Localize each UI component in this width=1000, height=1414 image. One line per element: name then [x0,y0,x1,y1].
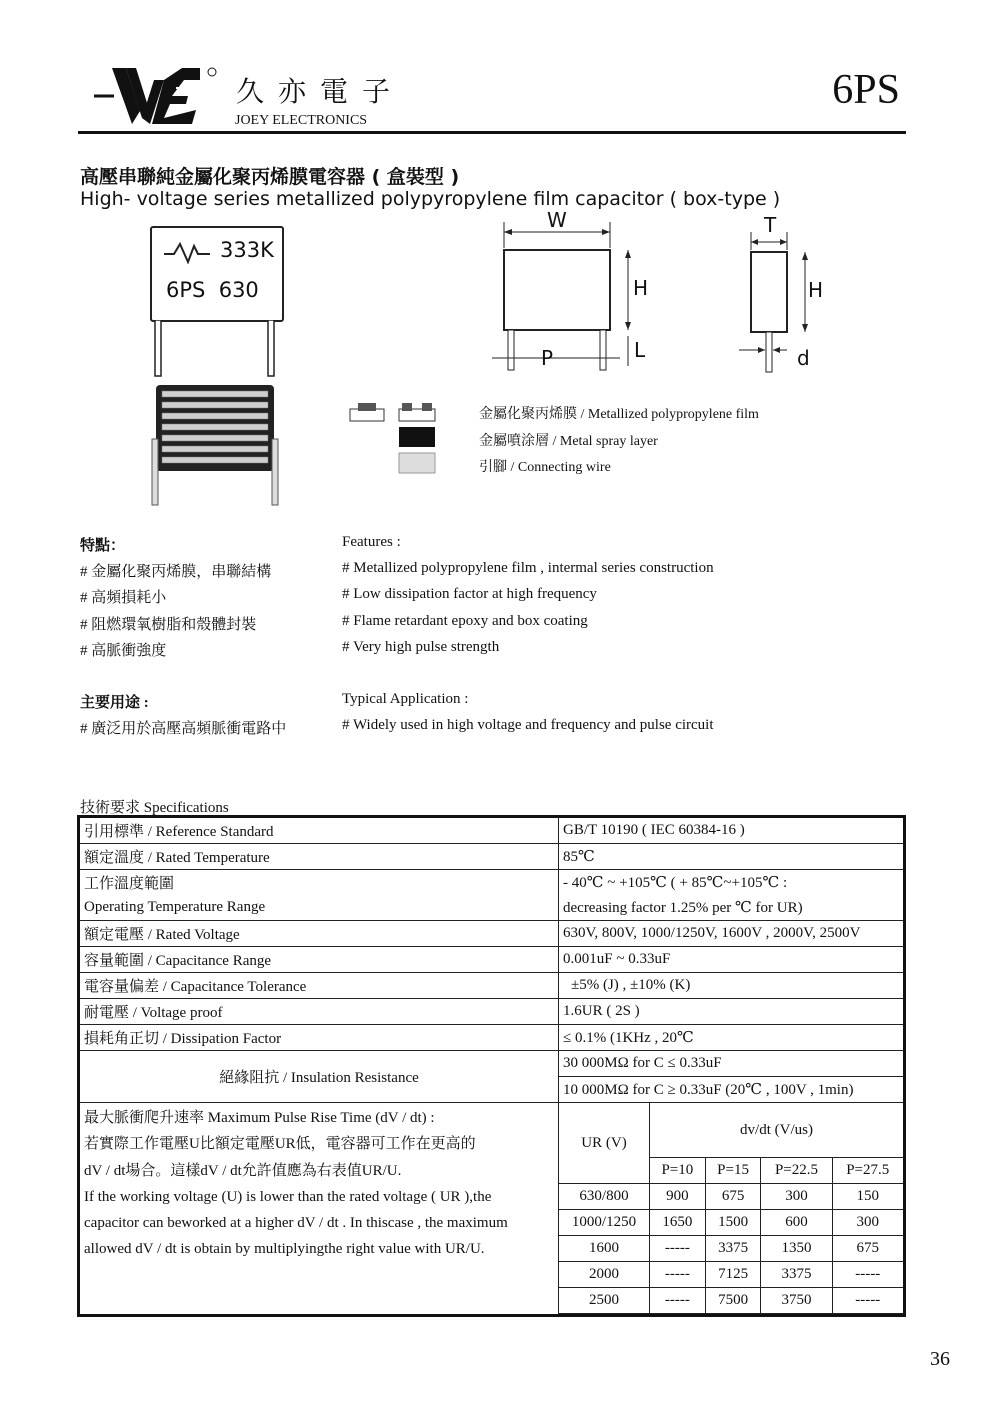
company-logo [92,66,222,131]
specs-table [77,815,906,1317]
dvdt-cell: ----- [832,1288,904,1314]
dvdt-cell: 1650 [650,1210,706,1236]
pulse-description [79,1103,559,1316]
feature-en-1: # Metallized polypropylene film , intermal series construction [342,560,714,576]
marking-leads [150,320,290,385]
spec-value: 630V, 800V, 1000/1250V, 1600V , 2000V, 2500V [559,921,905,947]
dvdt-cell: ----- [650,1288,706,1314]
feature-cn-4: # 高脈衝強度 [80,643,167,659]
insulation-value-2: 10 000MΩ for C ≥ 0.33uF (20℃ , 100V , 1min) [559,1077,905,1103]
spec-label: 引用標準 / Reference Standard [79,817,559,844]
pulse-text-line: capacitor can beworked at a higher dV / dt . In thiscase , the maximum [84,1215,508,1232]
feature-en-4: # Very high pulse strength [342,639,500,655]
table-row [79,844,905,870]
internal-structure-drawing [148,383,282,507]
dvdt-cell: 1500 [705,1210,761,1236]
table-row [79,947,905,973]
title-en: High- voltage series metallized polypyropylene film capacitor ( box-type ) [80,188,781,210]
dvdt-cell: 3750 [761,1288,832,1314]
dim-t-label: T [764,213,777,237]
page-number: 36 [930,1348,950,1370]
spec-value: 85℃ [559,844,905,870]
pulse-text-line: 最大脈衝爬升速率 Maximum Pulse Rise Time (dV / dt) : [84,1110,435,1126]
spec-label: 耐電壓 / Voltage proof [79,999,559,1025]
spec-label: Operating Temperature Range [79,895,559,921]
spec-value: GB/T 10190 ( IEC 60384-16 ) [559,817,905,844]
feature-cn-3: # 阻燃環氧樹脂和殼體封裝 [80,617,257,633]
dim-w-label: W [547,208,567,232]
ur-cell: 630/800 [559,1184,650,1210]
spec-value: ±5% (J) , ±10% (K) [559,973,905,999]
feature-cn-2: # 高頻損耗小 [80,590,167,606]
ur-cell: 1000/1250 [559,1210,650,1236]
pulse-text-line: allowed dV / dt is obtain by multiplyingthe right value with UR/U. [84,1241,485,1258]
dvdt-cell: ----- [832,1262,904,1288]
marking-line-2: 6PS 630 [166,278,259,302]
features-label-en: Features : [342,534,401,550]
spec-value: decreasing factor 1.25% per ℃ for UR) [559,895,905,921]
dim-p-label: P [541,346,554,370]
legend-spray: 金屬噴涂層 / Metal spray layer [479,434,658,449]
features-label-cn: 特點： [80,538,126,554]
spec-label: 電容量偏差 / Capacitance Tolerance [79,973,559,999]
application-label-cn: 主要用途 : [80,695,149,711]
feature-en-3: # Flame retardant epoxy and box coating [342,613,588,629]
dim-h-label: H [633,276,649,300]
dvdt-cell: 900 [650,1184,706,1210]
insulation-value-1: 30 000MΩ for C ≤ 0.33uF [559,1051,905,1077]
spec-value: 1.6UR ( 2S ) [559,999,905,1025]
specs-heading: 技術要求 Specifications [80,800,229,816]
table-row [79,870,905,896]
model-number: 6PS [832,67,900,113]
ur-header: UR (V) [559,1103,650,1184]
table-row [79,1051,905,1077]
table-row [79,973,905,999]
dvdt-cell: 675 [832,1236,904,1262]
table-row [79,999,905,1025]
capacitor-symbol-icon [164,242,210,264]
dvdt-cell: 7125 [705,1262,761,1288]
legend-film: 金屬化聚丙烯膜 / Metallized polypropylene film [479,407,759,422]
legend-wire: 引腳 / Connecting wire [479,460,611,475]
company-name-en: JOEY ELECTRONICS [235,113,368,128]
ur-cell: 1600 [559,1236,650,1262]
insulation-label: 絕緣阻抗 / Insulation Resistance [79,1051,559,1103]
table-row [79,921,905,947]
table-row [79,895,905,921]
p-header: P=22.5 [761,1158,832,1184]
dvdt-cell: ----- [650,1236,706,1262]
dvdt-header: dv/dt (V/us) [650,1103,905,1158]
capacitor-marking [150,226,284,322]
marking-line-1: 333K [220,238,274,262]
application-en: # Widely used in high voltage and frequency and pulse circuit [342,717,714,733]
spec-label: 額定電壓 / Rated Voltage [79,921,559,947]
dim-h2-label: H [808,278,824,302]
feature-en-2: # Low dissipation factor at high frequency [342,586,597,602]
dvdt-cell: 675 [705,1184,761,1210]
spec-value: 0.001uF ~ 0.33uF [559,947,905,973]
dvdt-cell: 300 [761,1184,832,1210]
spec-value: - 40℃ ~ +105℃ ( + 85℃~+105℃ : [559,870,905,896]
title-cn: 高壓串聯純金屬化聚丙烯膜電容器 ( 盒裝型 ) [80,166,460,188]
table-row [79,1025,905,1051]
application-cn: # 廣泛用於高壓高頻脈衝電路中 [80,721,287,737]
spec-label: 容量範圍 / Capacitance Range [79,947,559,973]
dvdt-cell: 1350 [761,1236,832,1262]
dvdt-cell: ----- [650,1262,706,1288]
dvdt-cell: 150 [832,1184,904,1210]
table-row [79,817,905,844]
dvdt-cell: 3375 [761,1262,832,1288]
spec-label: 工作溫度範圍 [79,870,559,896]
dvdt-cell: 300 [832,1210,904,1236]
dvdt-cell: 7500 [705,1288,761,1314]
dim-l-label: L [634,338,646,362]
application-label-en: Typical Application : [342,691,469,707]
header-divider [78,131,906,134]
pulse-text-line: dV / dt場合。這樣dV / dt允許值應為右表值UR/U. [84,1162,402,1179]
company-name-cn: 久亦電子 [236,75,405,108]
spec-value: ≤ 0.1% (1KHz , 20℃ [559,1025,905,1051]
p-header: P=15 [705,1158,761,1184]
dvdt-cell: 3375 [705,1236,761,1262]
pulse-text-line: 若實際工作電壓U比額定電壓UR低，電容器可工作在更高的 [84,1136,476,1153]
dvdt-cell: 600 [761,1210,832,1236]
legend-swatches [346,401,442,475]
feature-cn-1: # 金屬化聚丙烯膜，串聯結構 [80,564,272,580]
pulse-text-line: If the working voltage (U) is lower than the rated voltage ( UR ),the [84,1188,492,1205]
dim-d-label: d [797,346,810,370]
table-row [79,1103,905,1158]
spacer [559,1314,905,1316]
p-header: P=10 [650,1158,706,1184]
spec-label: 損耗角正切 / Dissipation Factor [79,1025,559,1051]
spec-label: 額定溫度 / Rated Temperature [79,844,559,870]
ur-cell: 2000 [559,1262,650,1288]
ur-cell: 2500 [559,1288,650,1314]
p-header: P=27.5 [832,1158,904,1184]
